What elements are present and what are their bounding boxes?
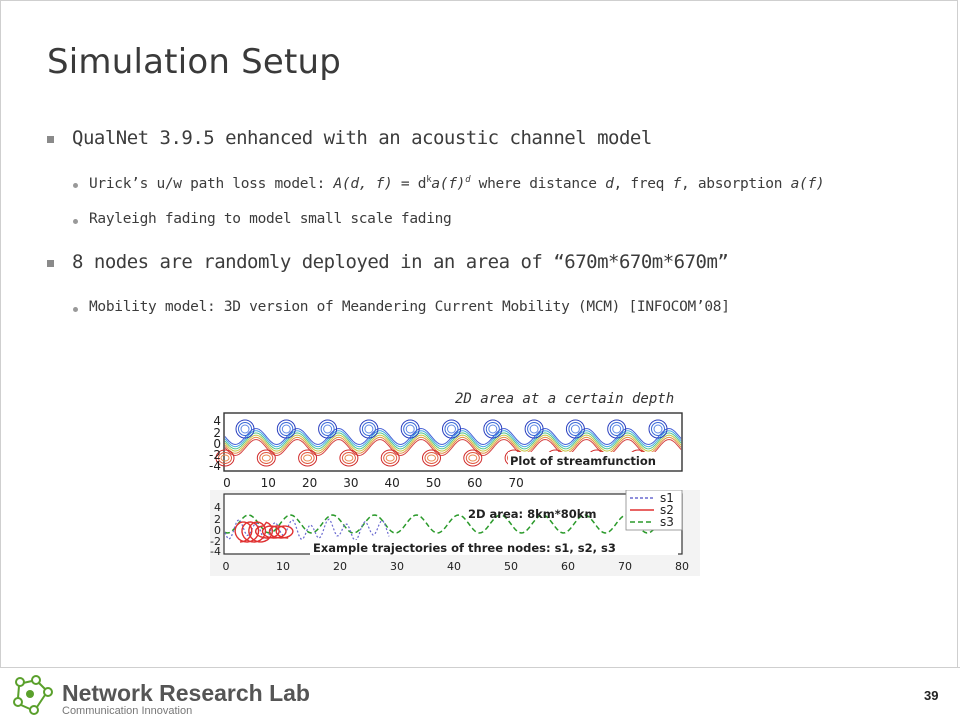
plot1-ytick: -4 bbox=[209, 459, 221, 473]
sub-bullet-marker bbox=[73, 219, 78, 224]
trajectory-plot bbox=[210, 490, 700, 576]
sub-bullet-marker bbox=[73, 183, 78, 188]
sub-bullet-rayleigh: Rayleigh fading to model small scale fading bbox=[89, 211, 452, 227]
plot1-ytick: -2 bbox=[209, 448, 221, 462]
plot2-xtick: 40 bbox=[447, 560, 461, 573]
formula-A: A(d, f) bbox=[333, 175, 393, 192]
legend bbox=[626, 490, 682, 530]
var-f: f bbox=[672, 175, 681, 192]
formula-af: a(f) bbox=[431, 175, 466, 192]
legend-label-s1: s1 bbox=[660, 491, 674, 505]
plot2-xtick: 0 bbox=[222, 560, 230, 573]
streamfunction-label: Plot of streamfunction bbox=[510, 454, 656, 468]
plot2-ytick: 0 bbox=[214, 524, 221, 537]
sub-bullet-mobility: Mobility model: 3D version of Meandering Current Mobility (MCM) [INFOCOM’08] bbox=[89, 299, 730, 315]
lab-logo-subtitle: Communication Innovation bbox=[62, 705, 193, 717]
plot2-xtick: 30 bbox=[390, 560, 404, 573]
sub-bullet-urick bbox=[89, 175, 824, 192]
plot1-xtick: 40 bbox=[384, 476, 400, 490]
plot1-xtick: 10 bbox=[260, 476, 276, 490]
formula-d: d bbox=[465, 175, 471, 185]
lab-logo-icon bbox=[8, 672, 56, 718]
sub-bullet-marker bbox=[73, 307, 78, 312]
where-text: where distance bbox=[470, 175, 606, 192]
bullet-nodes: 8 nodes are randomly deployed in an area of “670m*670m*670m” bbox=[72, 251, 729, 273]
plot2-xtick: 20 bbox=[333, 560, 347, 573]
freq-text: , freq bbox=[613, 175, 673, 192]
slide-title: Simulation Setup bbox=[47, 42, 342, 82]
page-number: 39 bbox=[924, 688, 939, 703]
plot2-xtick: 10 bbox=[276, 560, 290, 573]
plot2-xtick: 70 bbox=[618, 560, 632, 573]
plot1-ytick: 0 bbox=[213, 437, 221, 451]
area-size-label: 2D area: 8km*80km bbox=[468, 507, 597, 521]
abs-text: , absorption bbox=[680, 175, 791, 192]
figure-caption-top: 2D area at a certain depth bbox=[455, 391, 675, 407]
formula-k: k bbox=[426, 175, 432, 185]
plot1-ytick: 2 bbox=[213, 426, 221, 440]
plot2-ytick: 4 bbox=[214, 501, 221, 514]
formula-eq: = d bbox=[392, 175, 427, 192]
plot2-xtick: 50 bbox=[504, 560, 518, 573]
plot1-xtick: 60 bbox=[467, 476, 483, 490]
plot1-xtick: 0 bbox=[223, 476, 231, 490]
legend-label-s3: s3 bbox=[660, 515, 674, 529]
bullet-marker bbox=[47, 260, 54, 267]
plot1-xtick: 30 bbox=[343, 476, 359, 490]
footer-divider bbox=[0, 667, 960, 668]
var-d: d bbox=[605, 175, 614, 192]
trajectory-caption: Example trajectories of three nodes: s1, s2, s3 bbox=[313, 541, 616, 555]
plot2-ytick: -4 bbox=[210, 545, 221, 558]
var-af: a(f) bbox=[790, 175, 825, 192]
bullet-qualnet: QualNet 3.9.5 enhanced with an acoustic channel model bbox=[72, 127, 652, 149]
plot2-ytick: -2 bbox=[210, 535, 221, 548]
plot1-xtick: 70 bbox=[508, 476, 524, 490]
lab-logo-title: Network Research Lab bbox=[62, 680, 310, 706]
urick-prefix: Urick’s u/w path loss model: bbox=[89, 175, 334, 192]
plot1-ytick: 4 bbox=[213, 414, 221, 428]
plot1-xtick: 20 bbox=[301, 476, 318, 490]
plot1-xtick: 50 bbox=[425, 476, 442, 490]
plot2-xtick: 60 bbox=[561, 560, 575, 573]
plot2-xtick: 80 bbox=[675, 560, 689, 573]
plot2-ytick: 2 bbox=[214, 513, 221, 526]
legend-label-s2: s2 bbox=[660, 503, 674, 517]
bullet-marker bbox=[47, 136, 54, 143]
streamfunction-plot bbox=[205, 410, 687, 490]
